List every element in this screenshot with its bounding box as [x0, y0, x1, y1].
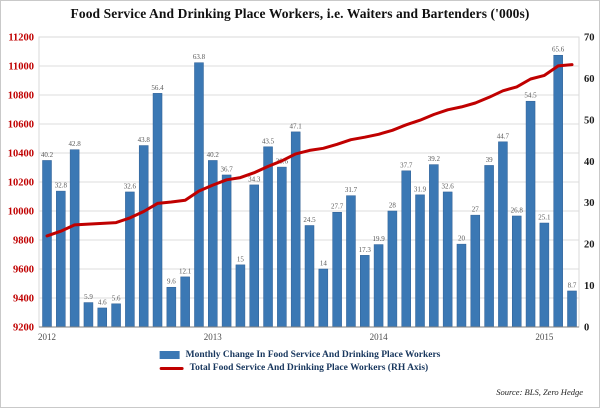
legend	[160, 350, 441, 373]
bar-value-label: 44.7	[496, 132, 510, 141]
bar-value-label: 36.7	[220, 165, 233, 174]
right-axis-tick-label: 0	[584, 322, 590, 334]
bar	[319, 269, 328, 327]
bar-value-label: 39.2	[427, 155, 440, 164]
bar	[70, 150, 79, 327]
bar	[402, 171, 411, 327]
left-axis-tick-label: 11000	[8, 61, 34, 73]
left-axis-tick-label: 10200	[7, 177, 34, 189]
legend-item-monthly-change	[160, 350, 441, 360]
x-axis-year-label: 2015	[535, 332, 554, 342]
bar	[360, 255, 369, 327]
bar	[526, 101, 535, 327]
left-axis-tick-label: 9200	[13, 322, 34, 334]
legend-label-monthly-change: Monthly Change In Food Service And Drinking Place Workers	[185, 350, 441, 360]
bar	[167, 287, 176, 327]
left-axis-tick-label: 10800	[7, 90, 34, 102]
bar	[429, 165, 438, 327]
bar	[485, 165, 494, 327]
bar-value-label: 32.6	[123, 182, 137, 191]
bar	[139, 146, 148, 327]
left-axis-tick-label: 10400	[7, 148, 34, 160]
left-axis-tick-label: 9400	[13, 293, 34, 305]
bar-value-label: 39	[485, 155, 493, 164]
left-axis-tick-label: 9800	[13, 235, 34, 247]
bar	[388, 211, 397, 327]
bar-value-label: 15	[236, 255, 244, 264]
bar-value-label: 27	[471, 205, 479, 214]
bar	[277, 167, 286, 327]
bar-value-label: 32.6	[441, 182, 454, 191]
bar	[236, 265, 245, 327]
bar	[125, 192, 134, 327]
bar-value-label: 4.6	[97, 298, 107, 307]
bar-value-label: 38.6	[275, 157, 288, 166]
left-axis-tick-label: 11200	[8, 32, 34, 44]
bar	[250, 185, 259, 327]
bar	[512, 216, 521, 327]
x-axis-year-label: 2013	[203, 332, 222, 342]
bar-value-label: 42.8	[68, 140, 81, 149]
bar-value-label: 5.6	[111, 294, 121, 303]
bar-value-label: 56.4	[151, 83, 164, 92]
bar-value-label: 40.2	[206, 150, 219, 159]
bar-value-label: 17.3	[358, 245, 371, 254]
bar-value-label: 5.9	[84, 293, 93, 302]
bar	[568, 291, 577, 327]
right-axis-tick-label: 40	[584, 156, 595, 168]
bar	[346, 196, 355, 327]
bar	[457, 244, 466, 327]
source-note: Source: BLS, Zero Hedge	[496, 387, 583, 397]
bar-value-label: 27.7	[331, 202, 344, 211]
bar-value-label: 34.3	[248, 175, 261, 184]
bar	[153, 93, 162, 327]
bar-value-label: 31.9	[413, 185, 427, 194]
legend-item-total	[160, 363, 429, 373]
bar	[554, 55, 563, 327]
bar-value-label: 9.6	[166, 277, 176, 286]
right-axis-tick-label: 10	[584, 281, 595, 293]
bar-swatch-icon	[160, 351, 180, 359]
bar	[84, 303, 93, 327]
right-axis-tick-label: 20	[584, 239, 595, 251]
bar	[222, 175, 231, 327]
bar-value-label: 14	[319, 259, 327, 268]
left-axis-tick-label: 9600	[13, 264, 34, 276]
bar	[291, 132, 300, 327]
bar	[333, 212, 342, 327]
bar-value-label: 26.8	[510, 206, 523, 215]
bar-value-label: 37.7	[400, 161, 413, 170]
bar	[498, 142, 507, 327]
bar-value-label: 25.1	[538, 213, 551, 222]
bar-value-label: 28	[388, 201, 396, 210]
bar	[540, 223, 549, 327]
bar-value-label: 43.5	[261, 137, 275, 146]
left-axis-tick-label: 10000	[7, 206, 34, 218]
bar-value-label: 20	[457, 234, 465, 243]
bar	[98, 308, 107, 327]
right-axis-tick-label: 50	[584, 115, 595, 127]
bar	[374, 245, 383, 327]
bar	[264, 147, 273, 327]
bar	[471, 215, 480, 327]
chart-title: Food Service And Drinking Place Workers, i.e. Waiters and Bartenders ('000s)	[70, 6, 530, 21]
bar-value-label: 63.8	[192, 53, 206, 62]
bar-value-label: 31.7	[344, 186, 358, 195]
right-axis-tick-label: 60	[584, 73, 595, 85]
bar-value-label: 8.7	[567, 281, 577, 290]
bar-value-label: 24.5	[303, 216, 316, 224]
legend-label-total: Total Food Service And Drinking Place Workers (RH Axis)	[189, 363, 429, 373]
bar-value-label: 19.9	[372, 235, 385, 244]
bar-value-label: 54.5	[524, 91, 537, 100]
bar	[443, 192, 452, 327]
right-axis-tick-label: 30	[584, 198, 595, 210]
bar	[416, 195, 425, 327]
bar-value-label: 43.8	[137, 136, 150, 145]
left-axis-tick-label: 10600	[7, 119, 34, 131]
chart-plot-area	[1, 1, 600, 408]
bar-value-label: 65.6	[552, 45, 565, 54]
bar-value-label: 40.2	[40, 150, 54, 159]
bar	[56, 191, 65, 327]
bar-value-label: 12.1	[179, 267, 192, 276]
bar	[181, 277, 190, 327]
right-axis-tick-label: 70	[584, 32, 595, 44]
bar-value-label: 32.8	[54, 181, 67, 190]
x-axis-year-label: 2014	[369, 332, 388, 342]
bar	[43, 160, 52, 327]
x-axis-year-label: 2012	[38, 332, 56, 342]
bar-value-label: 47.1	[289, 122, 302, 131]
bar	[305, 226, 314, 328]
bar	[112, 304, 121, 327]
line-swatch-icon	[160, 367, 184, 370]
